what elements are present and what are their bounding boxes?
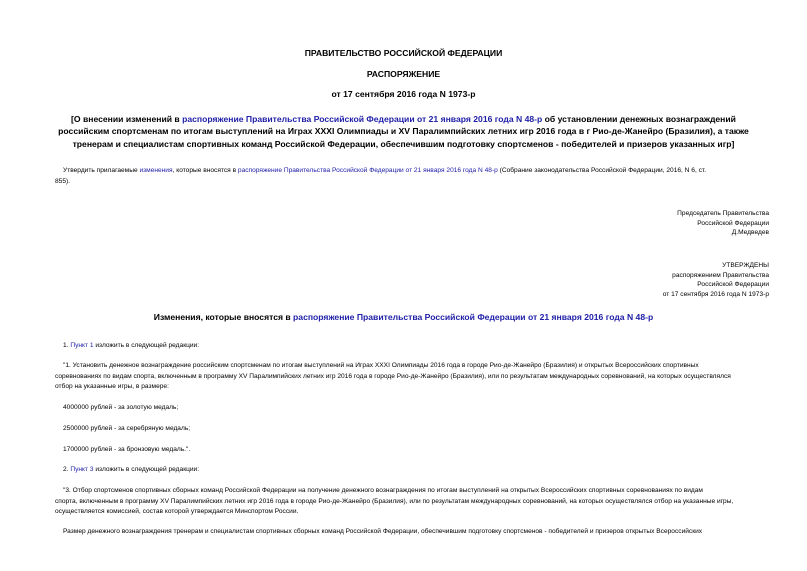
point-3-link[interactable]: Пункт 3 [70, 466, 94, 473]
item-2-number: 2. [63, 466, 71, 473]
award-bronze: 1700000 рублей - за бронзовую медаль.". [63, 446, 191, 453]
paragraph-3 [55, 486, 770, 518]
paragraph-1-line-3: отбор на указанные игры, в размере: [55, 383, 169, 391]
title-line-2: российским спортсменам по итогам выступлений на Играх XXXI Олимпиады и XV Паралимпийских летних игр 2016 года в г Рио-де-Жанейро (Бразилия), а также [58, 126, 749, 137]
paragraph-1-line-2: соревнованиях по видам спорта, включенным в программу XV Паралимпийских летних игр 2016 года в городе Рио-де-Жанейро (Бразилия), или по результатам международных соревнований, на которых осуществлялся [55, 372, 731, 380]
government-name: ПРАВИТЕЛЬСТВО РОССИЙСКОЙ ФЕДЕРАЦИИ [304, 48, 503, 58]
approval-line-1: УТВЕРЖДЕНЫ [722, 262, 769, 269]
signature-name: Д.Медведев [731, 229, 769, 237]
award-gold: 4000000 рублей - за золотую медаль; [63, 404, 179, 411]
paragraph-3-line-1: "3. Отбор спортсменов спортивных сборных команд Российской Федерации на получение денежного вознаграждения по итогам выступлений на открытых Всероссийских спортивных соревнованиях по видам [63, 487, 703, 494]
award-silver: 2500000 рублей - за серебряную медаль; [63, 425, 191, 432]
paragraph-3-line-2: спорта, включенным в программу XV Паралимпийских летних игр 2016 года в городе Рио-де-Жанейро (Бразилия), или по результатам международных соревнований, на которых осуществлялся отбор на указанные игры, [55, 497, 734, 505]
intro-paragraph [55, 166, 770, 187]
paragraph-4-line-1: Размер денежного вознаграждения тренерам и специалистам спортивных сборных команд Российской Федерации, обеспечившим подготовку спортсменов - победителей и призеров открытых Всероссийских [63, 528, 703, 535]
item-2 [55, 465, 770, 476]
approval-block [663, 261, 769, 299]
changes-heading [0, 312, 807, 322]
approval-line-2: распоряжением Правительства [672, 271, 769, 279]
title-prefix: [О внесении изменений в [71, 114, 183, 124]
paragraph-4 [55, 527, 770, 538]
approval-line-4: от 17 сентября 2016 года N 1973-р [662, 290, 769, 298]
changes-heading-decree-link[interactable]: распоряжение Правительства Российской Федерации от 21 января 2016 года N 48-р [293, 312, 654, 322]
intro-decree-link[interactable]: распоряжение Правительства Российской Федерации от 21 января 2016 года N 48-р [237, 167, 498, 174]
paragraph-3-line-3: осуществляется комиссией, состав которой утверждается Минспортом России. [55, 508, 299, 516]
title-suffix: об установлении денежных вознаграждений [542, 114, 736, 124]
signature-position-2: Российской Федерации [697, 219, 769, 227]
document-title [0, 113, 807, 150]
intro-text-1: Утвердить прилагаемые [63, 167, 140, 174]
point-1-link[interactable]: Пункт 1 [70, 342, 94, 349]
changes-heading-text: Изменения, которые вносятся в [153, 312, 294, 322]
intro-text-4: 855). [55, 177, 71, 185]
document-type: РАСПОРЯЖЕНИЕ [366, 69, 441, 79]
signature-block [677, 209, 769, 238]
title-decree-link[interactable]: распоряжение Правительства Российской Федерации от 21 января 2016 года N 48-р [182, 114, 543, 124]
item-2-text: изложить в следующей редакции: [93, 466, 200, 473]
paragraph-1 [55, 361, 770, 393]
item-1 [55, 341, 770, 352]
intro-text-3: (Собрание законодательства Российской Федерации, 2016, N 6, ст. [497, 167, 707, 174]
changes-link[interactable]: изменения [139, 167, 173, 174]
document-date: от 17 сентября 2016 года N 1973-р [331, 89, 476, 99]
paragraph-1-line-1: "1. Установить денежное вознаграждение российским спортсменам по итогам выступлений на Играх XXXI Олимпиады 2016 года в городе Рио-де-Жанейро (Бразилия) и открытых Всероссийских спортивных [63, 362, 699, 369]
approval-line-3: Российской Федерации [697, 281, 769, 289]
item-1-number: 1. [63, 342, 71, 349]
signature-position-1: Председатель Правительства [677, 210, 769, 217]
item-1-text: изложить в следующей редакции: [93, 342, 200, 349]
intro-text-2: , которые вносятся в [172, 167, 238, 174]
title-line-3: тренерам и специалистам спортивных команд Российской Федерации, обеспечившим подготовку спортсменов - победителей и призеров указанных игр] [72, 138, 735, 149]
